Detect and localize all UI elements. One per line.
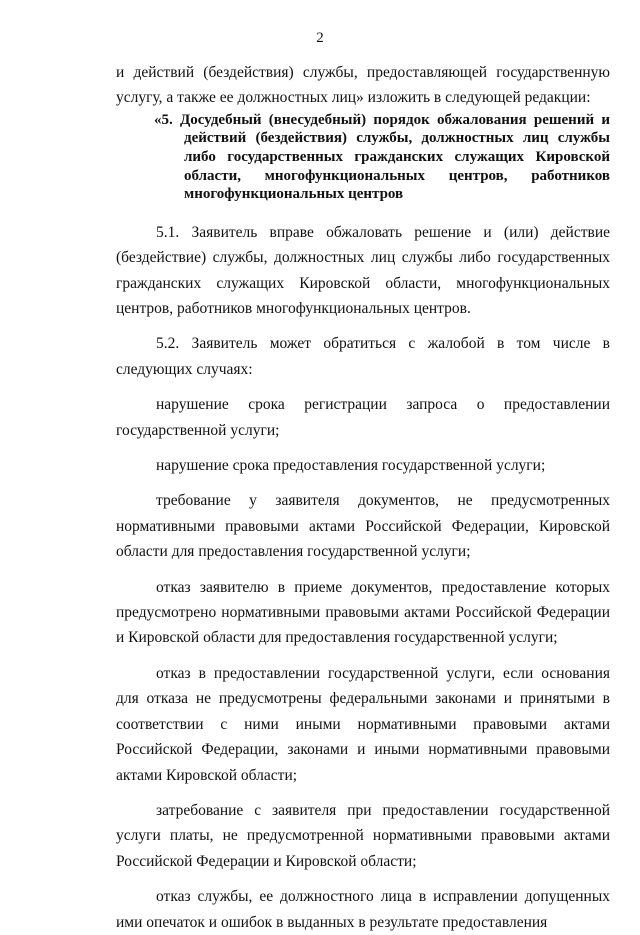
case-item: отказ заявителю в приеме документов, предоставление которых предусмотрено нормативными правовыми актами Российской Федерации и Кировской области для предоставления государственной услуги; [116, 578, 610, 647]
paragraph-5-2: 5.2. Заявитель может обратиться с жалобой в том числе в следующих случаях: [116, 335, 610, 378]
intro-paragraph: и действий (бездействия) службы, предоставляющей государственную услугу, а также ее должностных лиц» изложить в следующей редакции: [116, 64, 610, 107]
case-item: требование у заявителя документов, не предусмотренных нормативными правовыми актами Российской Федерации, Кировской области для предоставления государственной услуги; [116, 492, 610, 561]
case-item: отказ в предоставлении государственной услуги, если основания для отказа не предусмотрены федеральными законами и принятыми в соответствии с ними иными нормативными правовыми актами Российской Федерации, законами и иными нормативными правовыми актами Кировской области; [116, 664, 610, 784]
case-item: отказ службы, ее должностного лица в исправлении допущенных ими опечаток и ошибок в выданных в результате предоставления [116, 888, 610, 931]
document-body [116, 60, 610, 935]
case-item: затребование с заявителя при предоставлении государственной услуги платы, не предусмотренной нормативными правовыми актами Российской Федерации и Кировской области; [116, 801, 610, 870]
paragraph-5-1: 5.1. Заявитель вправе обжаловать решение и (или) действие (бездействие) службы, должностных лиц службы либо государственных гражданских служащих Кировской области, многофункциональных центров, работников многофункциональных центров. [116, 223, 610, 317]
page-number: 2 [316, 30, 324, 46]
case-item: нарушение срока предоставления государственной услуги; [156, 457, 546, 475]
section-heading: «5. Досудебный (внесудебный) порядок обжалования решений и действий (бездействия) службы, должностных лиц службы либо государственных гражданских служащих Кировской области, многофункциональных центров, работников многофункциональных центров [154, 111, 610, 203]
case-item: нарушение срока регистрации запроса о предоставлении государственной услуги; [116, 396, 610, 439]
